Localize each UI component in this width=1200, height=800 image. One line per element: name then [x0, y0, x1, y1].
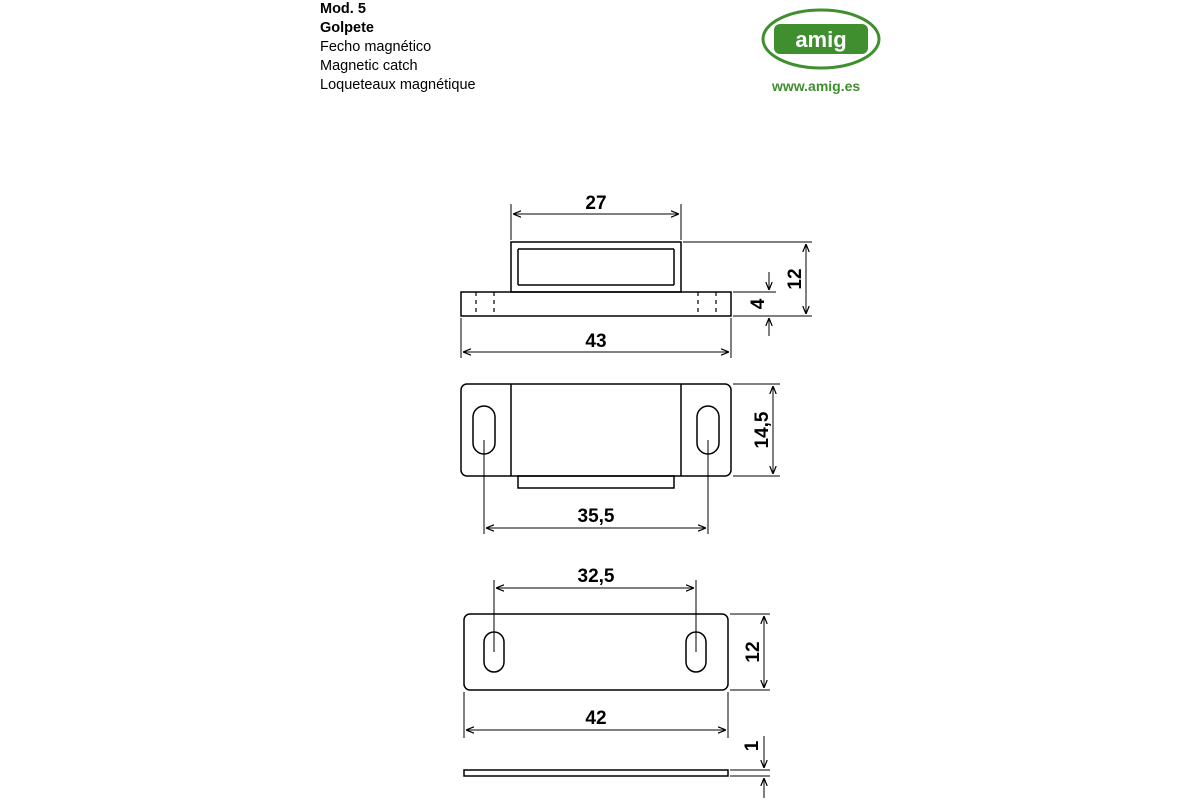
- dim-striker-hole-spacing: 32,5: [577, 566, 615, 587]
- striker-plate-view: [464, 580, 770, 738]
- dim-striker-thickness: 1: [742, 740, 763, 752]
- description-en: Magnetic catch: [320, 58, 418, 74]
- dim-base-height: 4: [748, 298, 769, 310]
- logo-text: amig: [795, 27, 847, 52]
- model-number: Mod. 5: [320, 1, 366, 17]
- website-url: www.amig.es: [772, 78, 861, 94]
- dim-plate-height: 14,5: [752, 411, 773, 449]
- dim-striker-width: 42: [585, 708, 607, 729]
- dim-total-height: 12: [785, 268, 806, 290]
- dim-hole-spacing: 35,5: [577, 506, 615, 527]
- description-fr: Loqueteaux magnétique: [320, 77, 476, 93]
- dim-top-width: 27: [585, 193, 607, 214]
- dim-striker-height: 12: [743, 641, 764, 663]
- catch-plan-view: [461, 384, 780, 534]
- dim-base-width: 43: [585, 331, 607, 352]
- description-es: Fecho magnético: [320, 39, 432, 55]
- catch-side-view: [461, 204, 812, 358]
- striker-edge-view: [464, 736, 770, 798]
- product-name: Golpete: [320, 20, 374, 36]
